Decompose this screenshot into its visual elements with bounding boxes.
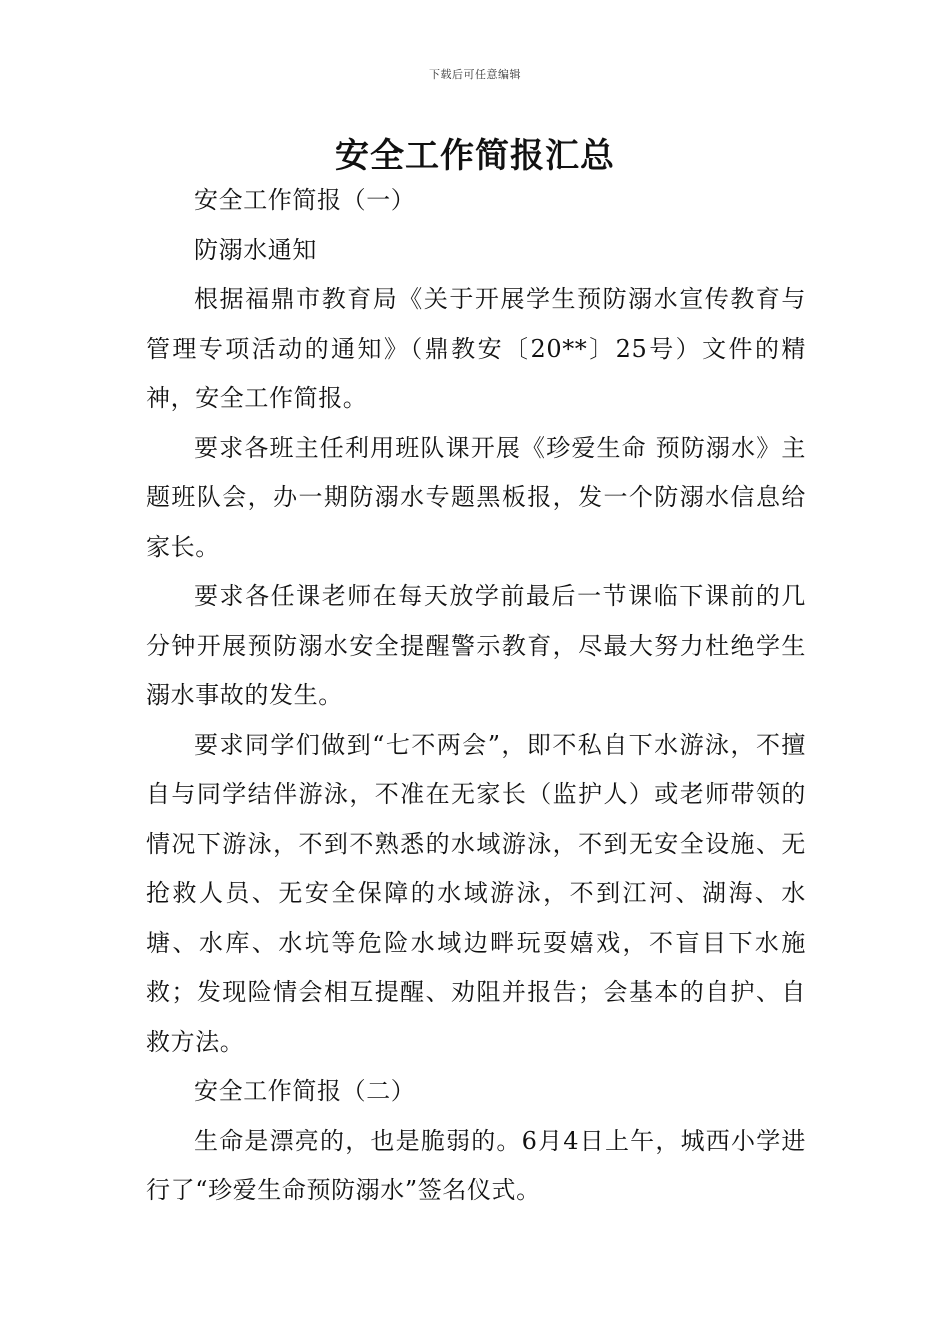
document-title: 安全工作简报汇总 xyxy=(335,136,615,176)
paragraph-subject-teachers: 要求各任课老师在每天放学前最后一节课临下课前的几分钟开展预防溺水安全提醒警示教育，尽最大努力杜绝学生溺水事故的发生。 xyxy=(146,582,806,709)
notice-heading: 防溺水通知 xyxy=(194,235,317,264)
paragraph-students-rules: 要求同学们做到“七不两会”，即不私自下水游泳，不擅自与同学结伴游泳，不准在无家长（监护人）或老师带领的情况下游泳，不到不熟悉的水域游泳，不到无安全设施、无抢救人员、无安全保障的水域游泳，不到江河、湖海、水塘、水库、水坑等危险水域边畔玩耍嬉戏，不盲目下水施救；发现险情会相互提醒、劝阻并报告；会基本的自护、自救方法。 xyxy=(146,730,806,1056)
paragraph-signing-ceremony: 生命是漂亮的，也是脆弱的。6月4日上午，城西小学进行了“珍爱生命预防溺水”签名仪式。 xyxy=(146,1126,806,1204)
section-heading-1: 安全工作简报（一） xyxy=(194,186,416,214)
paragraph-class-teachers: 要求各班主任利用班队课开展《珍爱生命 预防溺水》主题班队会，办一期防溺水专题黑板报，发一个防溺水信息给家长。 xyxy=(146,433,806,561)
document-body xyxy=(146,176,806,1216)
header-note: 下载后可任意编辑 xyxy=(429,68,521,81)
section-heading-2: 安全工作简报（二） xyxy=(194,1077,416,1105)
paragraph-basis: 根据福鼎市教育局《关于开展学生预防溺水宣传教育与管理专项活动的通知》（鼎教安〔20**〕25号）文件的精神，安全工作简报。 xyxy=(146,285,806,412)
